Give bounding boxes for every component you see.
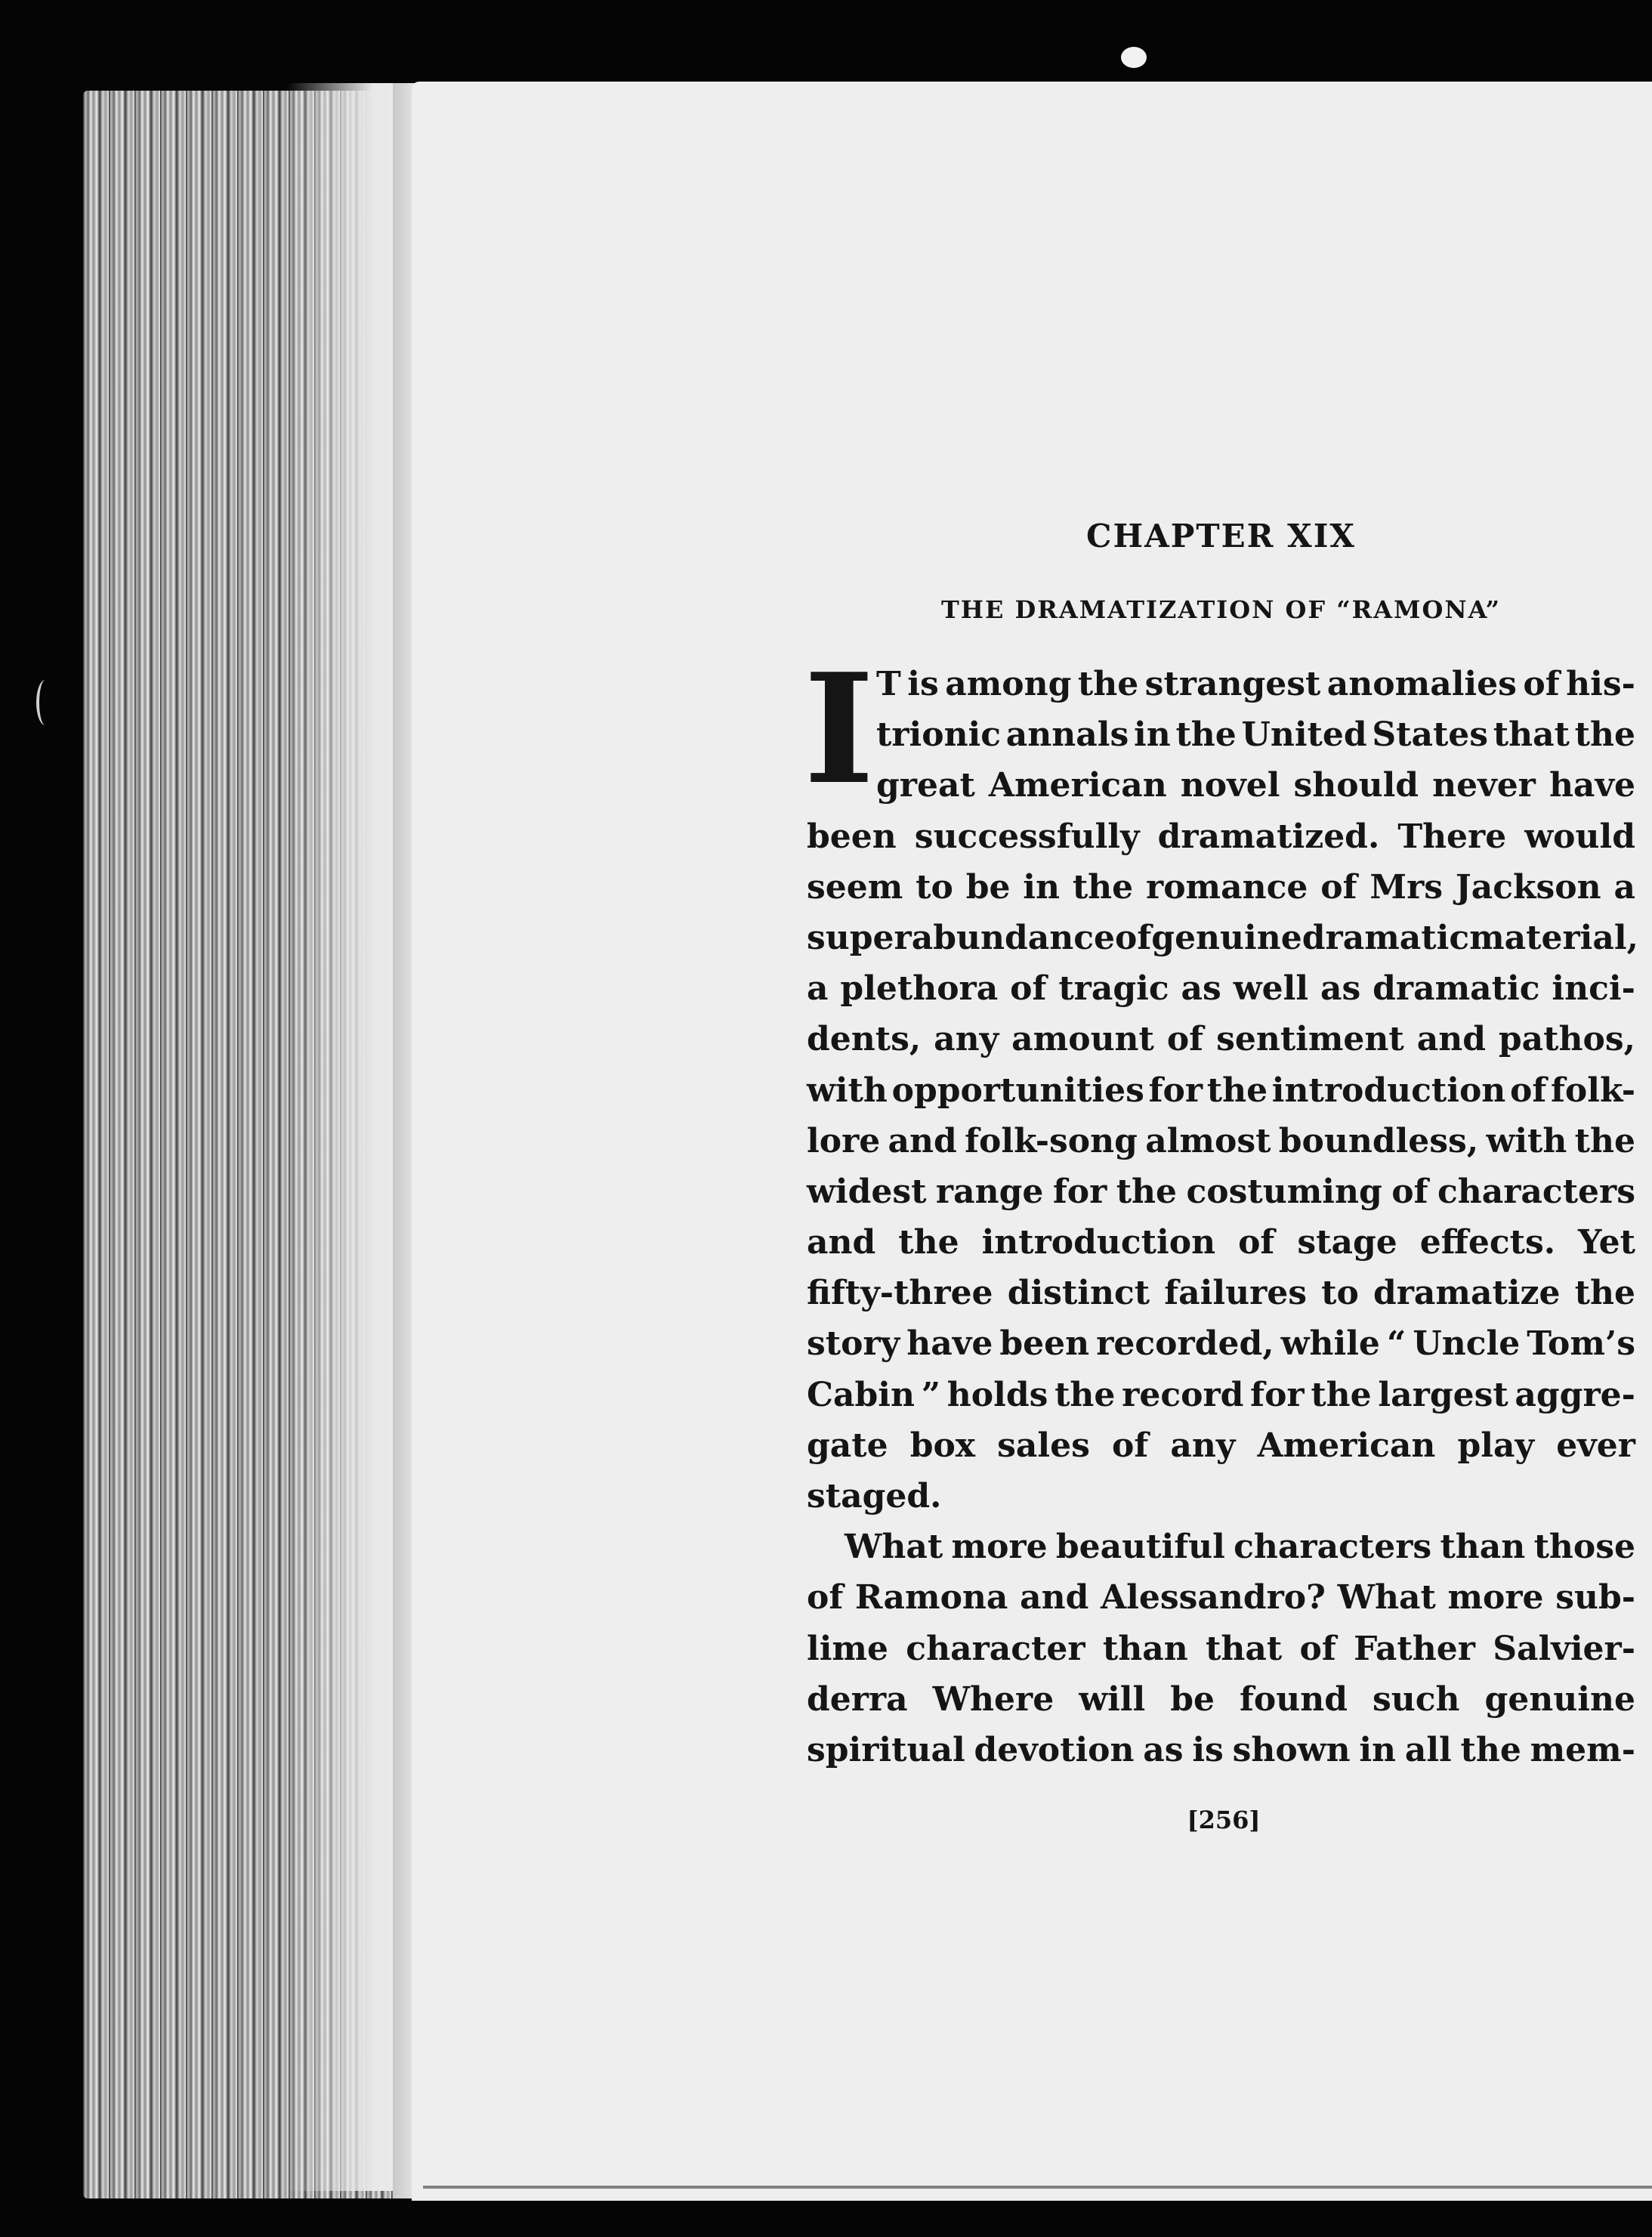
word: sentiment [1216,1020,1404,1059]
word: box [909,1426,976,1465]
word: lime [807,1629,888,1668]
word: of [1523,665,1560,703]
text-line [807,1166,1635,1217]
word: dramatized. [1157,817,1380,856]
word: is [907,665,939,703]
word: be [965,867,1011,907]
word: have [1549,766,1635,805]
word: What [1337,1578,1436,1617]
text-line [807,1420,1635,1471]
word: of [1320,867,1357,907]
word: his- [1566,665,1635,703]
word: material, [1469,918,1638,957]
word: while [1280,1324,1380,1364]
word: as [1320,969,1361,1009]
word: than [1440,1528,1526,1567]
word: of [1510,1071,1547,1110]
paragraph-2-lines [807,1522,1635,1775]
text-line [807,1268,1635,1318]
word: largest [1378,1375,1508,1414]
word: Ramona [854,1578,1008,1617]
word: shown [1232,1730,1351,1769]
word: for [1052,1172,1107,1211]
word: characters [1437,1172,1635,1211]
word: beautiful [1055,1528,1225,1567]
text-line [807,963,1635,1014]
word: the [1574,1274,1635,1313]
word: genuine [1151,918,1302,957]
word: more [1447,1578,1544,1617]
word: folk- [1551,1071,1635,1110]
word: with [807,1071,888,1110]
word: introduction [981,1223,1216,1262]
word: dramatic [1373,969,1540,1009]
word: found [1239,1679,1348,1719]
text-line [807,1725,1635,1775]
word: recorded, [1096,1324,1274,1364]
word: dramatize [1373,1274,1561,1313]
word: successfully [914,817,1140,856]
paragraph-1-lines [807,659,1638,1522]
word: will [1079,1679,1146,1719]
word: in [1134,715,1171,755]
word: opportunities [891,1071,1144,1110]
word: range [935,1172,1044,1211]
text-line [807,862,1635,913]
word: mem- [1530,1730,1635,1769]
text-line [807,709,1635,760]
word: superabundance [807,918,1116,957]
word: never [1432,766,1536,805]
word: as [1181,969,1221,1009]
word: almost [1145,1121,1271,1160]
word: among [945,665,1072,703]
chapter-body [804,641,1638,1775]
word: derra [807,1679,908,1719]
word: have [906,1324,993,1364]
word: Uncle [1413,1324,1521,1364]
word: be [1170,1679,1215,1719]
word: aggre- [1515,1375,1635,1414]
word: a [1613,867,1635,907]
word: for [1148,1071,1203,1110]
word: inci- [1552,969,1635,1009]
word: the [1311,1375,1372,1414]
word: lore [807,1121,881,1160]
word: that [1206,1629,1283,1668]
word: and [1416,1020,1486,1059]
word: genuine [1484,1679,1635,1719]
word: all [1404,1730,1452,1769]
word: introduction [1271,1071,1506,1110]
word: to [1321,1274,1359,1313]
word: fifty-three [807,1274,993,1313]
word: tragic [1058,969,1169,1009]
word: the [898,1223,959,1262]
word: novel [1180,766,1280,805]
word: story [807,1324,900,1364]
word: any [1170,1426,1236,1465]
word: characters [1234,1528,1432,1567]
word: plethora [840,969,999,1009]
word: Cabin [807,1375,915,1414]
word: any [934,1020,999,1059]
word: ” [921,1375,941,1414]
word: is [1192,1730,1224,1769]
word: costuming [1186,1172,1382,1211]
drop-cap: I [804,641,875,818]
word: of [1166,1020,1204,1059]
word: “ [1386,1324,1407,1364]
word: and [1020,1578,1089,1617]
text-line [807,913,1638,963]
word: dents, [807,1020,922,1059]
page-text [804,514,1638,1775]
word: to [916,867,953,907]
word: the [1055,1375,1116,1414]
word: would [1524,817,1635,856]
word: Jackson [1455,867,1601,907]
word: holds [946,1375,1048,1414]
page-number: [256] [1187,1806,1261,1834]
word: the [1574,1121,1635,1160]
word: and [888,1121,957,1160]
word: Alessandro? [1100,1578,1326,1617]
paragraph-1 [804,641,1638,1522]
text-line [807,1522,1635,1572]
word: annals [1005,715,1129,755]
word: Tom’s [1527,1324,1635,1364]
word: record [1122,1375,1244,1414]
word: anomalies [1326,665,1517,703]
word: great [876,766,975,805]
text-line [807,1014,1635,1064]
word: United [1241,715,1367,755]
word: been [807,817,897,856]
word: Mrs [1369,867,1444,907]
word: Salvier- [1493,1629,1635,1668]
word: the [1206,1071,1268,1110]
text-line [807,1318,1635,1369]
word: of [1115,918,1152,957]
word: seem [807,867,903,907]
text-line [807,1217,1635,1268]
word: There [1397,817,1507,856]
word: trionic [876,715,1002,755]
word: T [876,665,901,703]
word: failures [1164,1274,1308,1313]
word: in [1023,867,1061,907]
word: of [1238,1223,1275,1262]
word: the [1574,715,1635,755]
word: well [1233,969,1309,1009]
word: should [1293,766,1419,805]
word: devotion [974,1730,1135,1769]
text-line [807,659,1635,709]
text-line [807,1572,1635,1623]
text-line [807,1065,1635,1116]
text-line [807,1624,1635,1674]
word: than [1102,1629,1188,1668]
text-line [807,1674,1635,1725]
word: the [1175,715,1237,755]
word: sales [997,1426,1090,1465]
word: romance [1146,867,1308,907]
word: of [1010,969,1047,1009]
word: folk-song [965,1121,1138,1160]
text-line [807,811,1635,862]
word: been [999,1324,1090,1364]
text-line [807,1370,1635,1420]
word: distinct [1007,1274,1150,1313]
word: Where [932,1679,1055,1719]
word: dramatic [1302,918,1470,957]
word: character [906,1629,1085,1668]
word: of [1112,1426,1149,1465]
word: and [807,1223,876,1262]
word: spiritual [807,1730,965,1769]
word: more [951,1528,1048,1567]
word: Yet [1578,1223,1635,1262]
word: American [1257,1426,1436,1465]
page-bottom-edge [423,2186,1652,2189]
word: a [807,969,829,1009]
word: such [1372,1679,1460,1719]
word: pathos, [1498,1020,1635,1059]
word: the [1077,665,1139,703]
word: What [845,1528,943,1567]
word: boundless, [1278,1121,1479,1160]
word: amount [1011,1020,1154,1059]
text-line [807,760,1635,811]
word: States [1372,715,1489,755]
word: ever [1556,1426,1635,1465]
word: as [1143,1730,1184,1769]
word: American [988,766,1167,805]
word: for [1250,1375,1305,1414]
word: those [1533,1528,1635,1567]
chapter-number: CHAPTER XIX [1086,518,1356,555]
word: gate [807,1426,888,1465]
word: play [1457,1426,1535,1465]
text-line [807,1116,1635,1166]
word: the [1072,867,1134,907]
word: widest [807,1172,927,1211]
scan-speck [1121,47,1147,68]
word: in [1359,1730,1397,1769]
word: of [1299,1629,1336,1668]
word: stage [1297,1223,1397,1262]
text-line: staged. [807,1477,942,1516]
word: effects. [1419,1223,1556,1262]
word: strangest [1144,665,1321,703]
word: of [807,1578,844,1617]
chapter-title: THE DRAMATIZATION OF “RAMONA” [940,595,1502,624]
word: Father [1354,1629,1475,1668]
word: sub- [1555,1578,1635,1617]
word: the [1116,1172,1178,1211]
paragraph-2 [807,1522,1635,1775]
word: with [1486,1121,1567,1160]
word: the [1460,1730,1521,1769]
word: that [1493,715,1570,755]
margin-mark [36,680,54,725]
word: of [1391,1172,1428,1211]
